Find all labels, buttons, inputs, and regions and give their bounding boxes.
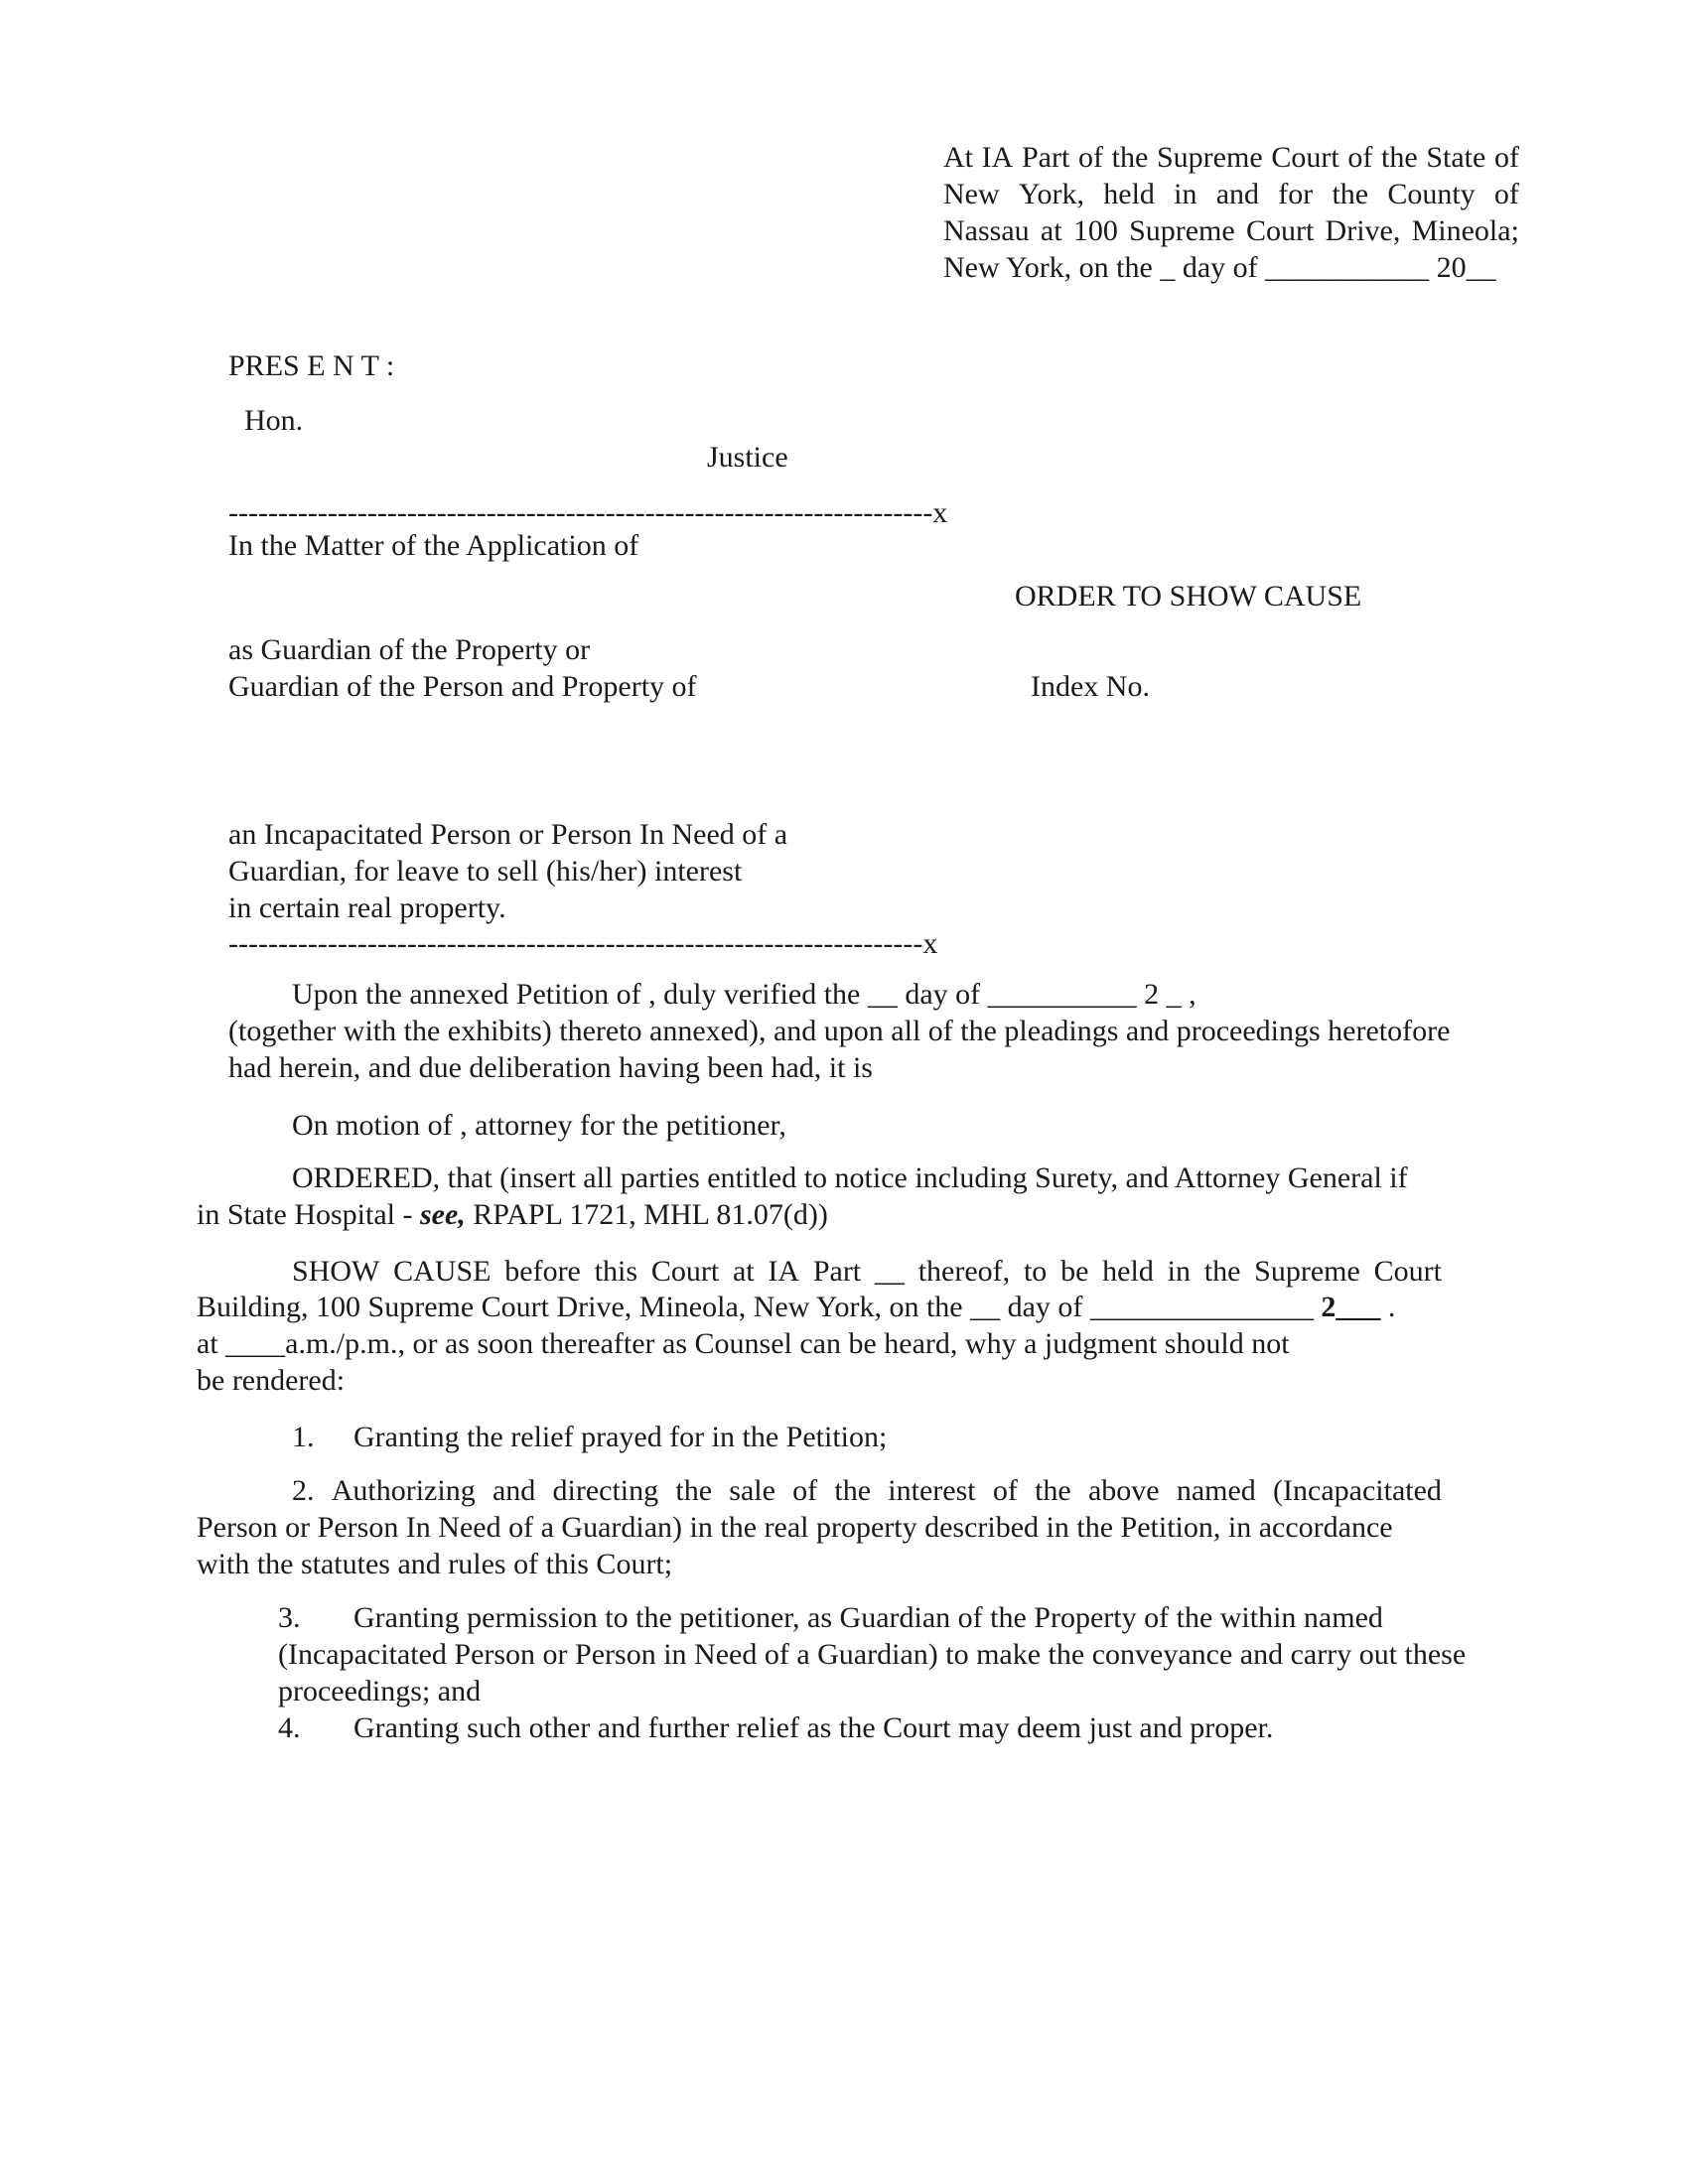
- guardian-line-2: Guardian of the Person and Property of: [228, 670, 697, 703]
- word: and: [492, 1474, 536, 1507]
- word: Nassau: [943, 214, 1030, 247]
- word: Court: [1271, 141, 1339, 174]
- show-cause-line-2-end: .: [1380, 1291, 1396, 1323]
- word: the: [1111, 141, 1149, 174]
- word: York,: [1018, 178, 1085, 210]
- word: IA: [981, 141, 1014, 174]
- item-3-line-2: (Incapacitated Person or Person in Need of a Guardian) to make the conveyance and carry out these: [278, 1638, 1467, 1671]
- word: at: [732, 1255, 755, 1288]
- caption-line-4: New York, on the _ day of ___________ 20__: [943, 251, 1496, 284]
- word: Drive,: [1325, 214, 1401, 247]
- word: SHOW: [292, 1255, 380, 1288]
- item-1-text: Granting the relief prayed for in the Petition;: [353, 1421, 888, 1453]
- word: Supreme: [1129, 214, 1235, 247]
- word: of: [992, 1474, 1018, 1507]
- item-3-line-1: Granting permission to the petitioner, as Guardian of the Property of the within named: [353, 1601, 1383, 1634]
- petition-line-3: had herein, and due deliberation having been had, it is: [228, 1051, 873, 1084]
- item-3-number: 3.: [278, 1601, 301, 1634]
- word: this: [594, 1255, 638, 1288]
- word: the: [1332, 178, 1369, 210]
- motion-line: On motion of , attorney for the petitioner,: [292, 1109, 786, 1142]
- word: the: [1203, 1255, 1241, 1288]
- word: At: [943, 141, 973, 174]
- word: in: [1167, 1255, 1191, 1288]
- word: of: [792, 1474, 818, 1507]
- word: Authorizing: [331, 1474, 476, 1507]
- word: Supreme: [1157, 141, 1263, 174]
- caption-line-1: [943, 139, 1519, 176]
- word: the: [1035, 1474, 1071, 1507]
- caption-bottom-rule: ----------------------------------------------------------------------x: [228, 927, 938, 960]
- word: for: [1278, 178, 1314, 210]
- show-cause-line-2-start: Building, 100 Supreme Court Drive, Mineola, New York, on the __ day of _______________: [197, 1291, 1322, 1323]
- word: Part: [1022, 141, 1070, 174]
- word: __: [874, 1255, 905, 1288]
- ordered-line-2-start: in State Hospital -: [197, 1198, 420, 1231]
- incapacitated-line-3: in certain real property.: [228, 891, 506, 924]
- incapacitated-line-1: an Incapacitated Person or Person In Need of a: [228, 818, 788, 851]
- word: the: [834, 1474, 872, 1507]
- word: Court: [1245, 214, 1315, 247]
- word: of: [1347, 141, 1373, 174]
- word: interest: [888, 1474, 976, 1507]
- word: 100: [1072, 214, 1118, 247]
- word: (Incapacitated: [1273, 1474, 1442, 1507]
- show-cause-line-4: be rendered:: [197, 1364, 346, 1397]
- ordered-line-1: ORDERED, that (insert all parties entitled to notice including Surety, and Attorney General if: [292, 1161, 1408, 1194]
- caption-top-rule: -----------------------------------------------------------------------x: [228, 496, 948, 529]
- word: Court: [1373, 1255, 1442, 1288]
- ordered-line-2: [197, 1196, 828, 1233]
- incapacitated-line-2: Guardian, for leave to sell (his/her) interest: [228, 855, 743, 887]
- word: Supreme: [1254, 1255, 1360, 1288]
- item-2-line-1: [292, 1472, 1442, 1509]
- ordered-line-2-end: RPAPL 1721, MHL 81.07(d)): [465, 1198, 828, 1231]
- word: Court: [650, 1255, 720, 1288]
- word: CAUSE: [393, 1255, 492, 1288]
- item-2-line-3: with the statutes and rules of this Court;: [197, 1548, 673, 1580]
- word: above: [1087, 1474, 1160, 1507]
- word: of: [1493, 178, 1519, 210]
- word: in: [1174, 178, 1197, 210]
- item-2-line-2: Person or Person In Need of a Guardian) in the real property described in the Petition, in accordance: [197, 1511, 1393, 1544]
- show-cause-line-2: [197, 1289, 1395, 1325]
- caption-line-3: [943, 212, 1519, 249]
- word: Part: [812, 1255, 862, 1288]
- word: at: [1040, 214, 1062, 247]
- word: to: [1023, 1255, 1048, 1288]
- word: Mineola;: [1411, 214, 1519, 247]
- guardian-line-1: as Guardian of the Property or: [228, 633, 591, 666]
- word: IA: [768, 1255, 800, 1288]
- word: be: [1060, 1255, 1089, 1288]
- show-cause-year: 2___: [1321, 1291, 1381, 1323]
- word: County: [1387, 178, 1476, 210]
- word: State: [1426, 141, 1486, 174]
- petition-line-2: (together with the exhibits) thereto annexed), and upon all of the pleadings and proceedings heretofore: [228, 1015, 1451, 1047]
- caption-line-2: [943, 176, 1519, 212]
- word: and: [1215, 178, 1260, 210]
- index-no-label: Index No.: [1031, 670, 1150, 703]
- word: sale: [729, 1474, 775, 1507]
- word: the: [1381, 141, 1418, 174]
- justice-label: Justice: [707, 441, 788, 474]
- word: the: [675, 1474, 713, 1507]
- word: held: [1103, 178, 1155, 210]
- see-citation-signal: see,: [419, 1198, 466, 1231]
- item-4-text: Granting such other and further relief as the Court may deem just and proper.: [353, 1711, 1274, 1744]
- item-3-line-3: proceedings; and: [278, 1675, 482, 1707]
- present-label: PRES E N T :: [228, 349, 395, 382]
- item-1-number: 1.: [292, 1421, 315, 1453]
- word: of: [1494, 141, 1519, 174]
- word: directing: [552, 1474, 659, 1507]
- hon-label: Hon.: [244, 404, 304, 437]
- word: held: [1102, 1255, 1154, 1288]
- document-title: ORDER TO SHOW CAUSE: [1015, 580, 1362, 613]
- matter-line: In the Matter of the Application of: [228, 529, 639, 562]
- word: 2.: [292, 1474, 315, 1507]
- word: before: [504, 1255, 581, 1288]
- word: of: [1078, 141, 1103, 174]
- petition-line-1: Upon the annexed Petition of , duly verified the __ day of __________ 2 _ ,: [292, 978, 1196, 1011]
- item-4-number: 4.: [278, 1711, 301, 1744]
- show-cause-line-3: at ____a.m./p.m., or as soon thereafter as Counsel can be heard, why a judgment should not: [197, 1327, 1290, 1360]
- word: New: [943, 178, 1000, 210]
- show-cause-line-1: [292, 1253, 1442, 1290]
- word: named: [1176, 1474, 1256, 1507]
- word: thereof,: [917, 1255, 1011, 1288]
